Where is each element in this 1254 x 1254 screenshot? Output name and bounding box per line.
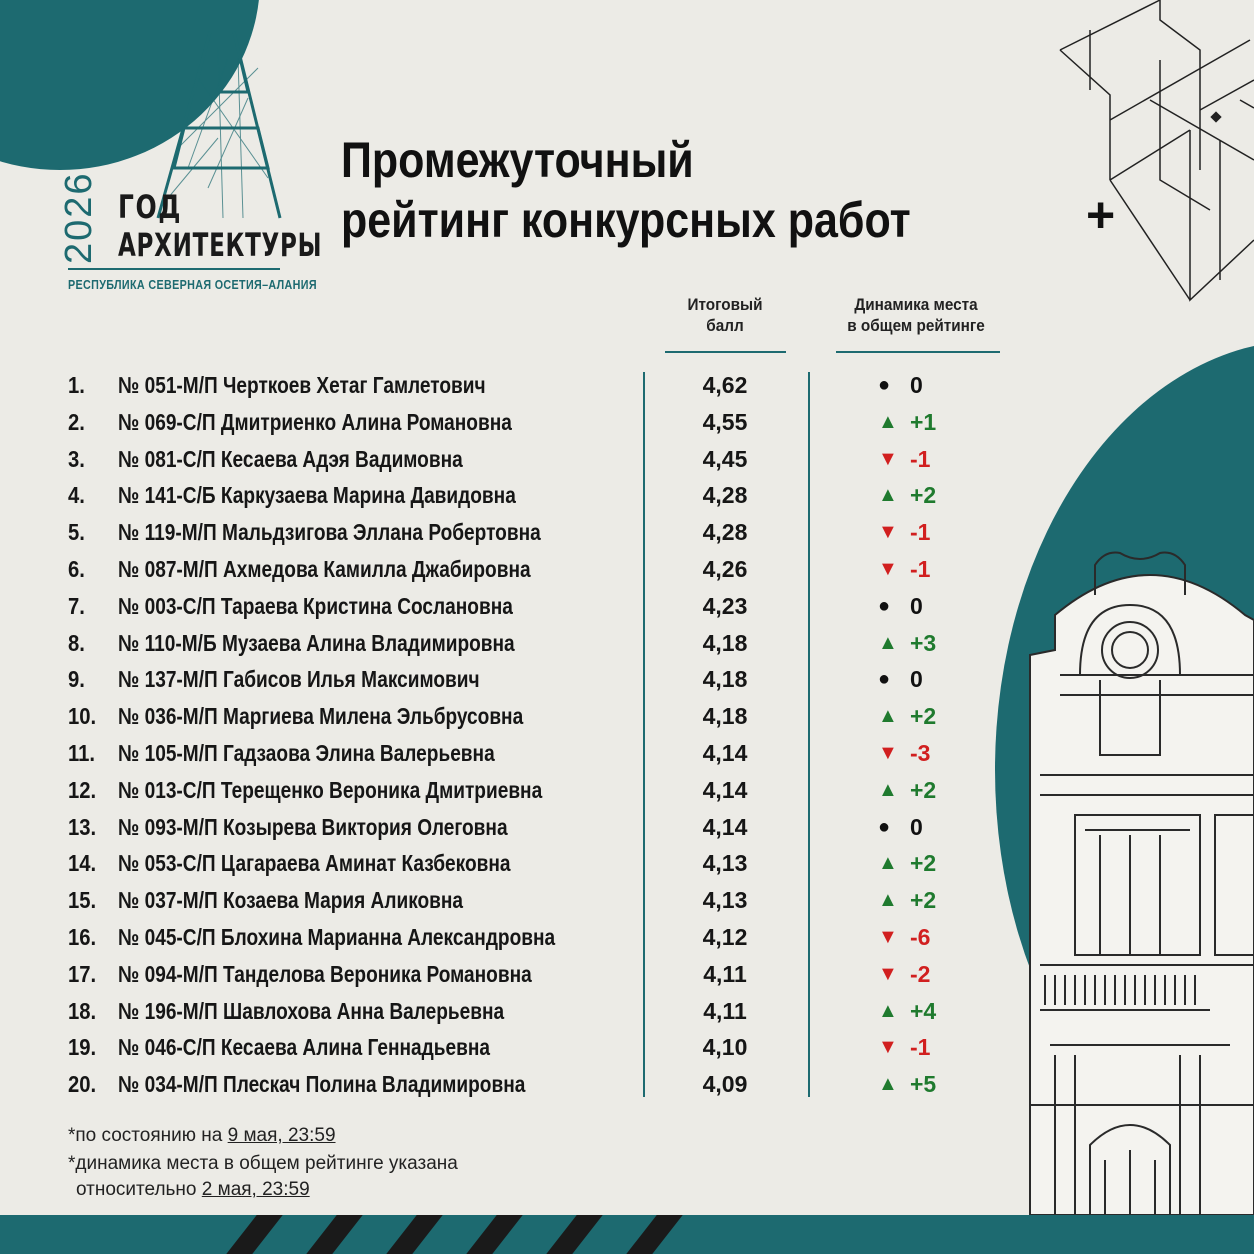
table-row	[0, 846, 1254, 883]
dynamics-value: +2	[910, 850, 937, 877]
score-value: 4,18	[702, 629, 748, 656]
page-title	[341, 130, 911, 250]
rank-number: 13.	[68, 813, 97, 840]
table-row	[0, 957, 1254, 994]
rank-number: 9.	[68, 666, 85, 693]
triangle-down-icon: ▼	[878, 557, 898, 580]
logo-subtitle: РЕСПУБЛИКА СЕВЕРНАЯ ОСЕТИЯ–АЛАНИЯ	[68, 278, 317, 292]
page-title-line-1: Промежуточный	[341, 132, 694, 188]
triangle-up-icon: ▲	[878, 705, 898, 728]
page-title-line-2: рейтинг конкурсных работ	[341, 192, 911, 248]
footnote-status-date: 9 мая, 23:59	[227, 1125, 336, 1146]
dynamics-header-line-1: Динамика места	[854, 295, 978, 314]
dynamics-value: 0	[910, 372, 923, 398]
rank-number: 4.	[68, 482, 85, 509]
logo-line-1: ГОД	[118, 188, 183, 226]
dynamics-value: -3	[910, 739, 931, 766]
dynamics-value: -6	[910, 923, 931, 950]
dynamics-value: +4	[910, 997, 937, 1024]
score-value: 4,12	[702, 923, 748, 950]
dot-icon: ●	[878, 594, 891, 617]
table-row	[0, 589, 1254, 626]
footnote-dynamics: *динамика места в общем рейтинге указана	[68, 1153, 458, 1174]
rank-number: 5.	[68, 519, 85, 546]
geometric-lines-decoration	[1050, 0, 1254, 320]
score-value: 4,14	[702, 776, 748, 803]
ranking-list	[0, 368, 1254, 1104]
rank-number: 12.	[68, 776, 97, 803]
rank-number: 7.	[68, 592, 85, 619]
dynamics-column-header	[835, 294, 997, 336]
score-value: 4,55	[702, 408, 748, 435]
entry-name: № 141-С/Б Каркузаева Марина Давидовна	[118, 482, 516, 509]
rank-number: 16.	[68, 923, 97, 950]
score-value: 4,13	[702, 887, 748, 914]
score-value: 4,28	[702, 519, 748, 546]
footnote-status-prefix: *по состоянию на	[68, 1125, 228, 1146]
entry-name: № 036-М/П Маргиева Милена Эльбрусовна	[118, 703, 524, 730]
score-value: 4,45	[702, 445, 748, 472]
entry-name: № 034-М/П Плескач Полина Владимировна	[118, 1071, 526, 1098]
triangle-up-icon: ▲	[878, 889, 898, 912]
triangle-down-icon: ▼	[878, 962, 898, 985]
score-header-line-1: Итоговый	[687, 295, 763, 314]
dynamics-value: +5	[910, 1071, 937, 1098]
table-row	[0, 478, 1254, 515]
entry-name: № 081-С/П Кесаева Адэя Вадимовна	[118, 445, 463, 472]
dynamics-value: +2	[910, 776, 937, 803]
dynamics-value: 0	[910, 813, 923, 840]
dynamics-header-line-2: в общем рейтинге	[847, 316, 985, 335]
table-row	[0, 405, 1254, 442]
dynamics-value: -1	[910, 519, 931, 546]
dynamics-value: +1	[910, 408, 937, 435]
triangle-up-icon: ▲	[878, 631, 898, 654]
score-value: 4,14	[702, 739, 748, 766]
rank-number: 6.	[68, 555, 85, 582]
score-value: 4,14	[702, 813, 748, 840]
dynamics-value: +2	[910, 887, 937, 914]
logo-year: 2026	[58, 171, 100, 264]
triangle-up-icon: ▲	[878, 999, 898, 1022]
rank-number: 1.	[68, 372, 85, 398]
plus-icon: +	[1086, 187, 1116, 243]
rank-number: 10.	[68, 703, 97, 730]
score-value: 4,11	[703, 960, 747, 987]
score-column-header	[662, 294, 788, 336]
dot-icon: ●	[878, 668, 891, 691]
score-value: 4,13	[702, 850, 748, 877]
dot-icon: ●	[878, 815, 891, 838]
dynamics-value: +2	[910, 482, 937, 509]
entry-name: № 053-С/П Цагараева Аминат Казбековна	[118, 850, 511, 877]
score-value: 4,09	[702, 1071, 748, 1098]
table-row	[0, 442, 1254, 479]
entry-name: № 110-М/Б Музаева Алина Владимировна	[118, 629, 515, 656]
entry-name: № 119-М/П Мальдзигова Эллана Робертовна	[118, 519, 541, 546]
entry-name: № 045-С/П Блохина Марианна Александровна	[118, 923, 556, 950]
score-value: 4,28	[702, 482, 748, 509]
table-row	[0, 773, 1254, 810]
triangle-up-icon: ▲	[878, 410, 898, 433]
rank-number: 15.	[68, 887, 97, 914]
dynamics-value: -2	[910, 960, 931, 987]
table-row	[0, 1030, 1254, 1067]
dot-icon: ●	[878, 374, 891, 396]
score-header-line-2: балл	[706, 316, 744, 335]
table-row	[0, 626, 1254, 663]
triangle-up-icon: ▲	[878, 484, 898, 507]
entry-name: № 105-М/П Гадзаова Элина Валерьевна	[118, 739, 495, 766]
score-value: 4,26	[702, 555, 748, 582]
score-value: 4,11	[703, 997, 747, 1024]
table-row	[0, 920, 1254, 957]
rank-number: 19.	[68, 1034, 97, 1061]
table-row	[0, 552, 1254, 589]
rank-number: 3.	[68, 445, 85, 472]
rank-number: 14.	[68, 850, 97, 877]
entry-name: № 196-М/П Шавлохова Анна Валерьевна	[118, 997, 505, 1024]
rank-number: 8.	[68, 629, 85, 656]
table-row	[0, 736, 1254, 773]
entry-name: № 087-М/П Ахмедова Камилла Джабировна	[118, 555, 531, 582]
triangle-up-icon: ▲	[878, 1073, 898, 1096]
logo-divider	[68, 268, 280, 270]
dynamics-value: 0	[910, 592, 923, 619]
logo-line-2: АРХИТЕКТУРЫ	[118, 226, 323, 264]
triangle-down-icon: ▼	[878, 925, 898, 948]
table-row	[0, 994, 1254, 1031]
table-row	[0, 662, 1254, 699]
entry-name: № 137-М/П Габисов Илья Максимович	[118, 666, 480, 693]
footnote-reference-prefix: относительно	[76, 1179, 202, 1200]
rank-number: 11.	[68, 739, 96, 766]
entry-name: № 003-С/П Тараева Кристина Сослановна	[118, 592, 513, 619]
entry-name: № 013-С/П Терещенко Вероника Дмитриевна	[118, 776, 543, 803]
rank-number: 2.	[68, 408, 85, 435]
rank-number: 18.	[68, 997, 97, 1024]
entry-name: № 093-М/П Козырева Виктория Олеговна	[118, 813, 508, 840]
score-value: 4,18	[702, 666, 748, 693]
rank-number: 20.	[68, 1071, 97, 1098]
entry-name: № 037-М/П Козаева Мария Аликовна	[118, 887, 464, 914]
dynamics-value: +3	[910, 629, 937, 656]
dynamics-value: 0	[910, 666, 923, 693]
entry-name: № 046-С/П Кесаева Алина Геннадьевна	[118, 1034, 491, 1061]
triangle-up-icon: ▲	[878, 852, 898, 875]
rank-number: 17.	[68, 960, 97, 987]
table-row	[0, 883, 1254, 920]
score-header-underline	[665, 351, 786, 353]
score-value: 4,10	[702, 1034, 748, 1061]
score-value: 4,62	[702, 372, 748, 398]
triangle-down-icon: ▼	[878, 521, 898, 544]
entry-name: № 051-М/П Черткоев Хетаг Гамлетович	[118, 372, 486, 398]
footnote-reference-date: 2 мая, 23:59	[201, 1179, 310, 1200]
footnote-status	[68, 1125, 336, 1147]
table-row	[0, 1067, 1254, 1104]
score-value: 4,23	[702, 592, 748, 619]
table-row	[0, 515, 1254, 552]
footnote-dynamics-reference	[76, 1179, 310, 1201]
table-row	[0, 368, 1254, 405]
dynamics-value: -1	[910, 1034, 931, 1061]
entry-name: № 069-С/П Дмитриенко Алина Романовна	[118, 408, 512, 435]
triangle-down-icon: ▼	[878, 447, 898, 470]
dynamics-value: -1	[910, 555, 931, 582]
bottom-stripe-bar	[0, 1215, 1254, 1254]
table-row	[0, 810, 1254, 847]
entry-name: № 094-М/П Танделова Вероника Романовна	[118, 960, 532, 987]
dynamics-value: +2	[910, 703, 937, 730]
triangle-down-icon: ▼	[878, 741, 898, 764]
score-value: 4,18	[702, 703, 748, 730]
dynamics-value: -1	[910, 445, 931, 472]
triangle-up-icon: ▲	[878, 778, 898, 801]
table-row	[0, 699, 1254, 736]
dynamics-header-underline	[836, 351, 1000, 353]
triangle-down-icon: ▼	[878, 1036, 898, 1059]
